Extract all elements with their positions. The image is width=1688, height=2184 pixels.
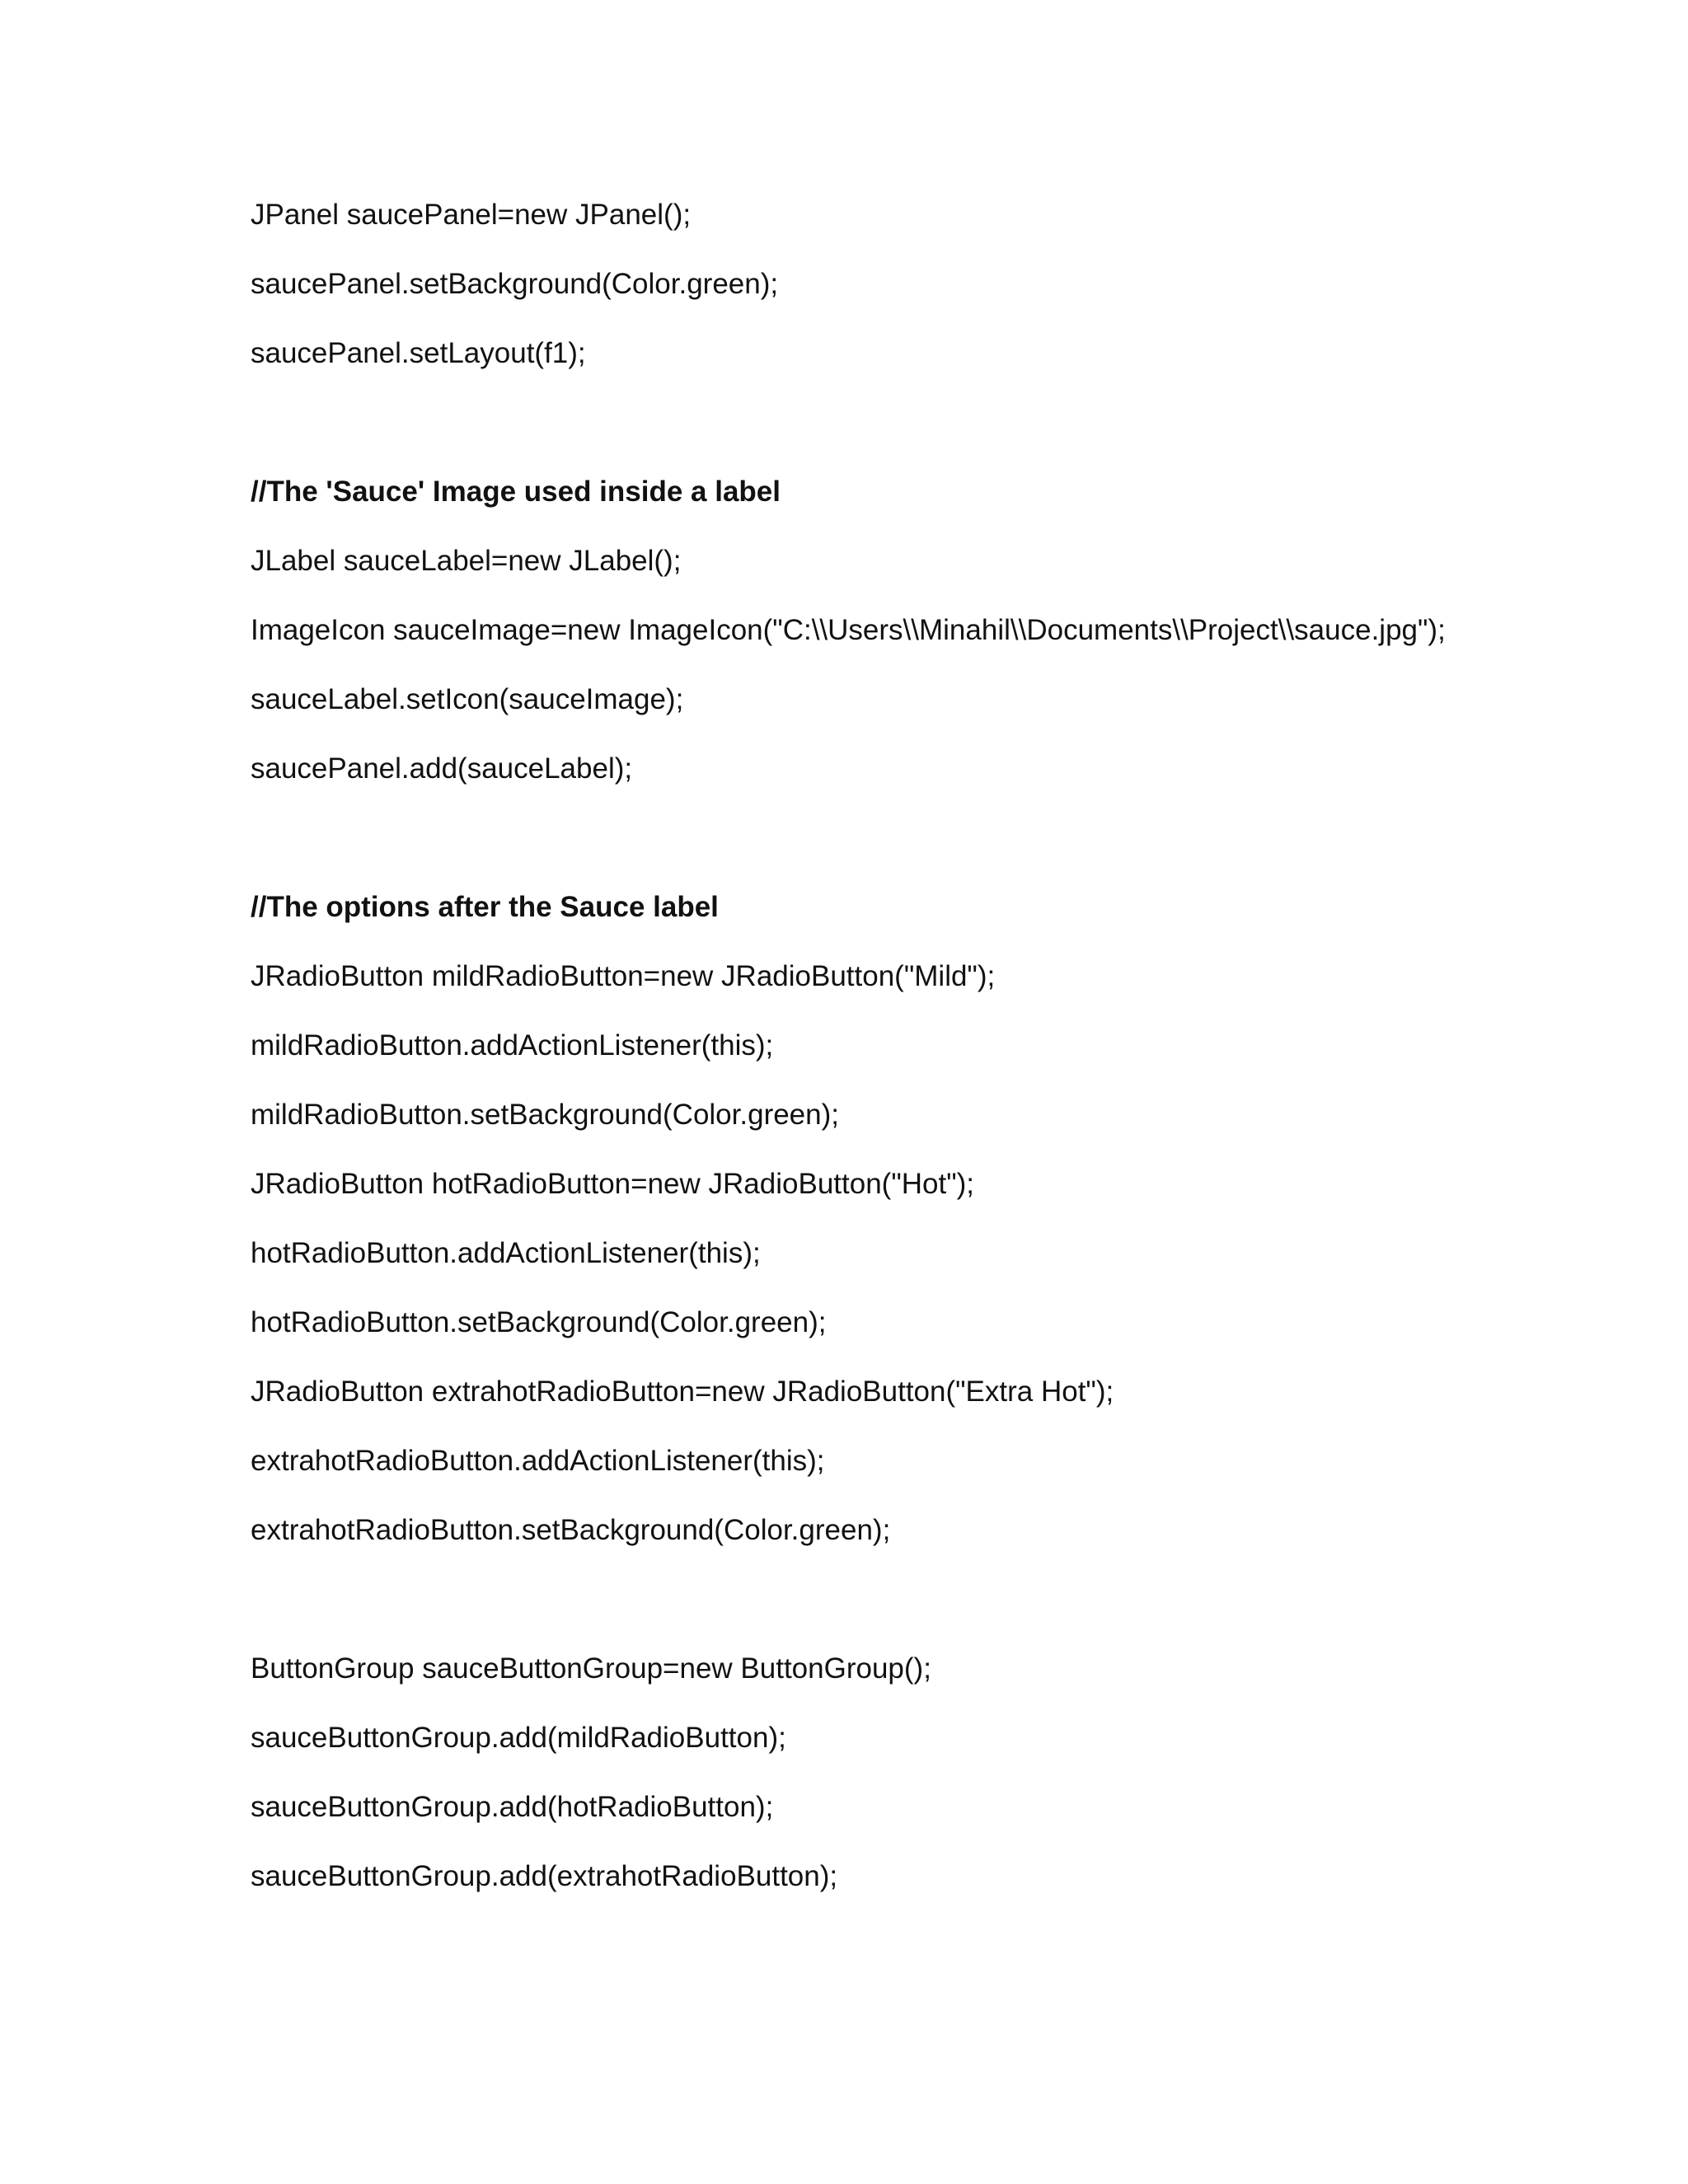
code-line: JRadioButton hotRadioButton=new JRadioButton("Hot"); xyxy=(251,1168,975,1200)
code-line: JPanel saucePanel=new JPanel(); xyxy=(251,199,692,231)
code-line: sauceButtonGroup.add(mildRadioButton); xyxy=(251,1722,786,1754)
code-line: ImageIcon sauceImage=new ImageIcon("C:\\Users\\Minahil\\Documents\\Project\\sauce.jpg"); xyxy=(251,614,1446,646)
section-comment: //The 'Sauce' Image used inside a label xyxy=(251,476,781,508)
blank-line xyxy=(251,1580,1652,1649)
code-line: hotRadioButton.setBackground(Color.green); xyxy=(251,1306,827,1338)
code-line: JRadioButton extrahotRadioButton=new JRadioButton("Extra Hot"); xyxy=(251,1376,1114,1408)
code-line: ButtonGroup sauceButtonGroup=new ButtonGroup(); xyxy=(251,1652,931,1685)
section-comment: //The options after the Sauce label xyxy=(251,891,719,923)
code-line: sauceButtonGroup.add(hotRadioButton); xyxy=(251,1791,774,1823)
code-line: sauceLabel.setIcon(sauceImage); xyxy=(251,683,684,715)
code-line: mildRadioButton.setBackground(Color.green); xyxy=(251,1099,839,1131)
code-listing xyxy=(251,195,1652,1926)
code-line: saucePanel.setLayout(f1); xyxy=(251,337,586,369)
code-line: sauceButtonGroup.add(extrahotRadioButton); xyxy=(251,1860,838,1892)
code-line: hotRadioButton.addActionListener(this); xyxy=(251,1237,761,1269)
code-line: extrahotRadioButton.setBackground(Color.green); xyxy=(251,1514,891,1546)
code-line: JLabel sauceLabel=new JLabel(); xyxy=(251,545,682,577)
code-line: extrahotRadioButton.addActionListener(this); xyxy=(251,1445,825,1477)
blank-line xyxy=(251,403,1652,472)
code-line: mildRadioButton.addActionListener(this); xyxy=(251,1029,774,1062)
code-line: JRadioButton mildRadioButton=new JRadioButton("Mild"); xyxy=(251,960,996,992)
code-line: saucePanel.setBackground(Color.green); xyxy=(251,268,779,300)
blank-line xyxy=(251,818,1652,888)
code-line: saucePanel.add(sauceLabel); xyxy=(251,752,633,785)
